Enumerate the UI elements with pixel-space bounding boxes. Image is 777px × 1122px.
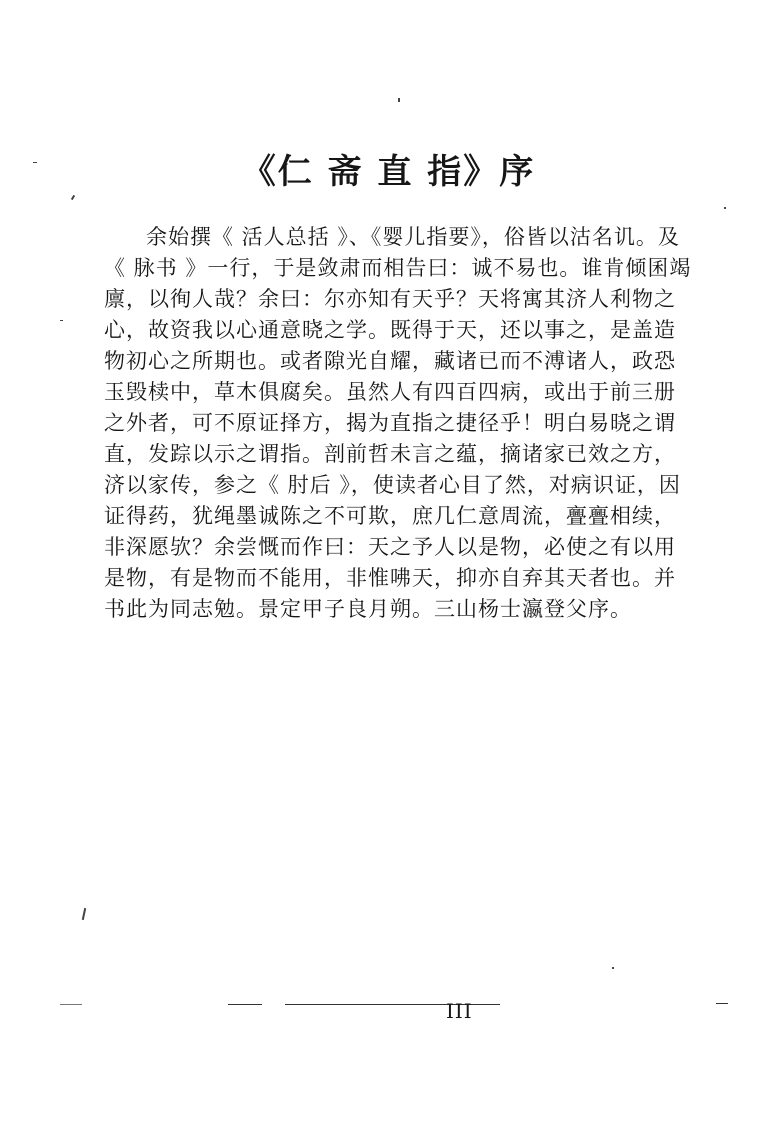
text-line: 之外者，可不原证择方，揭为直指之捷径乎！明白易晓之谓 [104, 411, 676, 435]
text-line: 书此为同志勉。景定甲子良月朔。三山杨士瀛登父序。 [104, 597, 632, 621]
scan-speck [71, 195, 75, 200]
footer-rule [228, 1004, 262, 1005]
text-line: 是物，有是物而不能用，非惟咈天，抑亦自弃其天者也。并 [104, 566, 676, 590]
text-line: 余始撰《 活人总括 》、《婴儿指要》，俗皆以沽名讥。及 [146, 225, 680, 249]
scan-speck [612, 967, 614, 969]
page-number: III [446, 999, 473, 1023]
text-line: 廪，以徇人哉？余曰：尔亦知有天乎？天将寓其济人利物之 [104, 287, 676, 311]
text-line: 玉毁椟中，草木俱腐矣。虽然人有四百四病，或出于前三册 [104, 380, 676, 404]
scan-speck [398, 98, 400, 102]
text-line: 济以家传，参之《 肘后 》，使读者心目了然，对病识证，因 [104, 473, 681, 497]
scan-speck [724, 207, 726, 209]
text-line: 证得药，犹绳墨诚陈之不可欺，庶几仁意周流，亹亹相续， [104, 504, 676, 528]
preface-paragraph [104, 222, 692, 625]
footer-rule [60, 1004, 82, 1005]
text-line: 物初心之所期也。或者隙光自耀，藏诸已而不溥诸人，政恐 [104, 349, 676, 373]
text-line: 直，发踪以示之谓指。剖前哲未言之蕴，摘诸家已效之方， [104, 442, 676, 466]
scan-speck [33, 162, 37, 163]
text-line: 《 脉书 》一行，于是敛肃而相告曰：诚不易也。谁肯倾囷竭 [104, 256, 692, 280]
text-line: 心，故资我以心通意晓之学。既得于天，还以事之，是盖造 [104, 318, 676, 342]
footer-rule [716, 1003, 728, 1004]
scan-speck [60, 320, 63, 321]
page-title: 《仁 斋 直 指》序 [241, 152, 536, 192]
text-line: 非深愿欤？余尝慨而作曰：天之予人以是物，必使之有以用 [104, 535, 676, 559]
scan-speck [82, 908, 86, 920]
